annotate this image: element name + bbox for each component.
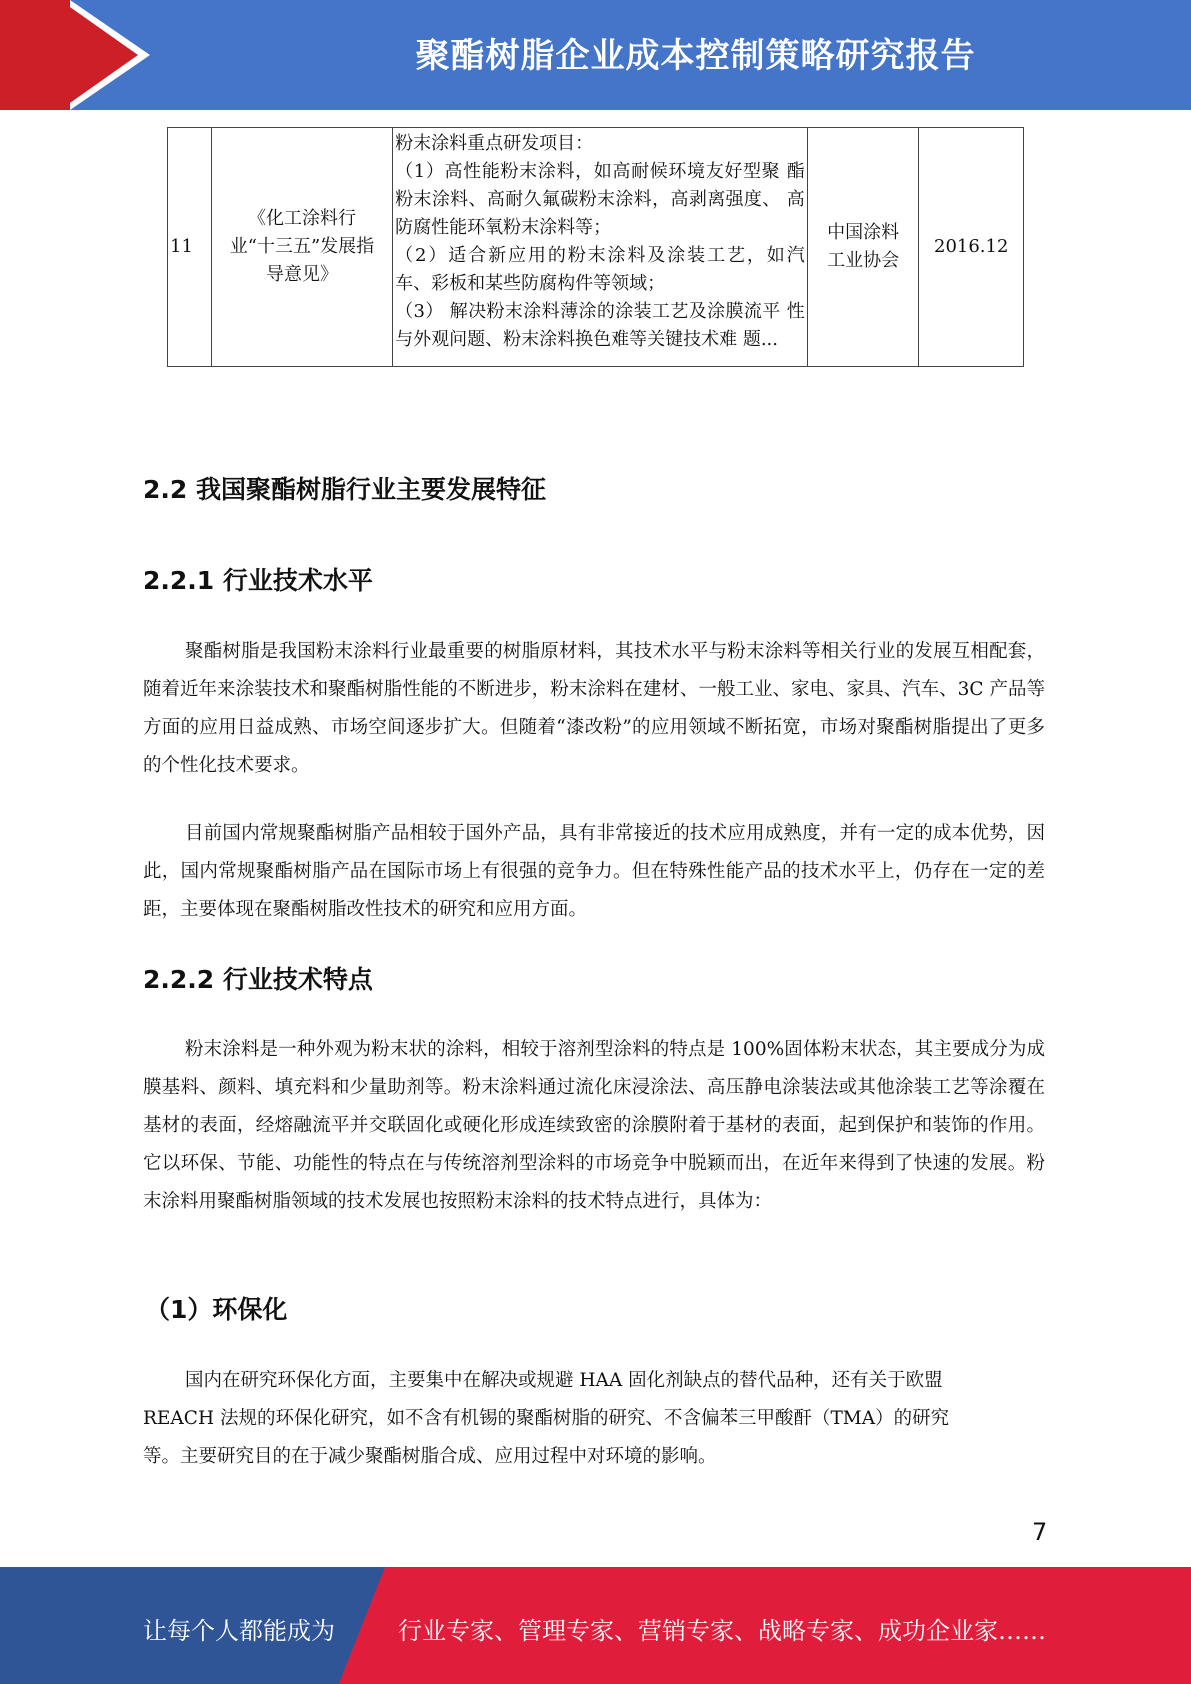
subheading-environmental: （1）环保化 bbox=[145, 1295, 288, 1324]
content-line: （2）适合新应用的粉末涂料及涂装工艺，如汽 车、彩板和某些防腐构件等领域； bbox=[395, 245, 805, 294]
paragraph-line: 等。主要研究目的在于减少聚酯树脂合成、应用过程中对环境的影响。 bbox=[143, 1446, 717, 1467]
paragraph-line: 国内在研究环保化方面，主要集中在解决或规避 HAA 固化剂缺点的替代品种，还有关于欧盟 bbox=[185, 1370, 943, 1391]
footer-slogan-left: 让每个人都能成为 bbox=[143, 1617, 335, 1645]
content-line: 粉末涂料重点研发项目： bbox=[395, 133, 594, 154]
content-line: （1）高性能粉末涂料，如高耐候环境友好型聚 酯粉末涂料、高耐久氟碳粉末涂料，高剥离强度、 高防腐性能环氧粉末涂料等； bbox=[395, 161, 805, 238]
row-number: 11 bbox=[168, 128, 212, 367]
content-line: （3） 解决粉末涂料薄涂的涂装工艺及涂膜流平 性与外观问题、粉末涂料换色难等关键技术难 题... bbox=[395, 301, 805, 350]
policy-name: 《化工涂料行业“十三五”发展指导意见》 bbox=[211, 128, 392, 367]
paragraph-domestic-comparison: 目前国内常规聚酯树脂产品相较于国外产品，具有非常接近的技术应用成熟度，并有一定的成本优势，因此，国内常规聚酯树脂产品在国际市场上有很强的竞争力。但在特殊性能产品的技术水平上，仍存在一定的差距，主要体现在聚酯树脂改性技术的研究和应用方面。 bbox=[143, 823, 1045, 920]
issuing-org: 中国涂料工业协会 bbox=[807, 128, 919, 367]
paragraph-powder-coating: 粉末涂料是一种外观为粉末状的涂料，相较于溶剂型涂料的特点是 100%固体粉末状态，其主要成分为成膜基料、颜料、填充料和少量助剂等。粉末涂料通过流化床浸涂法、高压静电涂装法或其他涂装工艺等涂覆在基材的表面，经熔融流平并交联固化或硬化形成连续致密的涂膜附着于基材的表面，起到保护和装饰的作用。它以环保、节能、功能性的特点在与传统溶剂型涂料的市场竞争中脱颖而出，在近年来得到了快速的发展。粉末涂料用聚酯树脂领域的技术发展也按照粉末涂料的技术特点进行，具体为： bbox=[143, 1039, 1045, 1212]
paragraph-environmental bbox=[143, 1362, 1045, 1476]
report-title: 聚酯树脂企业成本控制策略研究报告 bbox=[415, 36, 976, 76]
page-header bbox=[0, 0, 1191, 110]
section-heading-2-2: 2.2 我国聚酯树脂行业主要发展特征 bbox=[143, 475, 546, 504]
footer-slogan-right: 行业专家、管理专家、营销专家、战略专家、成功企业家…… bbox=[398, 1617, 1046, 1645]
paragraph-line: REACH 法规的环保化研究，如不含有机锡的聚酯树脂的研究、不含偏苯三甲酸酐（TMA）的研究 bbox=[143, 1408, 950, 1429]
policy-table bbox=[167, 127, 1024, 367]
paragraph-tech-level: 聚酯树脂是我国粉末涂料行业最重要的树脂原材料，其技术水平与粉末涂料等相关行业的发展互相配套，随着近年来涂装技术和聚酯树脂性能的不断进步，粉末涂料在建材、一般工业、家电、家具、汽车、3C 产品等方面的应用日益成熟、市场空间逐步扩大。但随着“漆改粉”的应用领域不断拓宽，市场对聚酯树脂提出了更多的个性化技术要求。 bbox=[143, 641, 1045, 776]
section-heading-2-2-1: 2.2.1 行业技术水平 bbox=[143, 566, 373, 595]
policy-content bbox=[393, 128, 808, 367]
page-footer bbox=[0, 1567, 1191, 1684]
issue-date: 2016.12 bbox=[919, 128, 1024, 367]
section-heading-2-2-2: 2.2.2 行业技术特点 bbox=[143, 965, 373, 994]
header-chevron-red bbox=[60, 0, 138, 110]
table-row bbox=[168, 128, 1024, 367]
page-number: 7 bbox=[1032, 1518, 1048, 1546]
